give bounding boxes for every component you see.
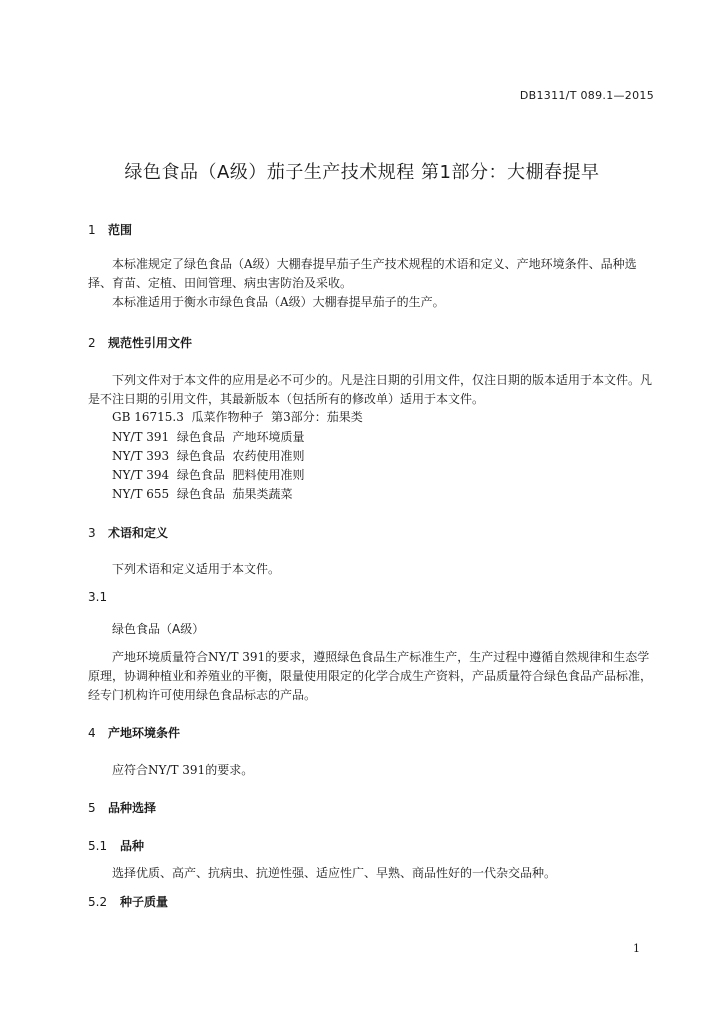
section-1-paragraph-1: 本标准规定了绿色食品（A级）大棚春提早茄子生产技术规程的术语和定义、产地环境条件、品种选择、育苗、定植、田间管理、病虫害防治及采收。 [88, 257, 637, 290]
subsection-number: 5.2 [88, 895, 108, 909]
section-2-paragraph-1: 下列文件对于本文件的应用是必不可少的。凡是注日期的引用文件，仅注日期的版本适用于本文件。凡是不注日期的引用文件，其最新版本（包括所有的修改单）适用于本文件。 [88, 373, 653, 406]
section-title: 规范性引用文件 [108, 336, 193, 350]
document-title: 绿色食品（A级）茄子生产技术规程 第1部分：大棚春提早 [124, 162, 600, 183]
subsection-5-2-heading [88, 893, 168, 910]
section-4-heading [88, 724, 180, 741]
section-number: 4 [88, 726, 96, 740]
section-3-paragraph-1: 下列术语和定义适用于本文件。 [112, 562, 281, 576]
section-1-paragraph-2: 本标准适用于衡水市绿色食品（A级）大棚春提早茄子的生产。 [112, 295, 445, 309]
subsection-5-1-paragraph: 选择优质、高产、抗病虫、抗逆性强、适应性广、早熟、商品性好的一代杂交品种。 [112, 866, 557, 880]
reference-item: NY/T 391 绿色食品 产地环境质量 [112, 430, 305, 444]
reference-item: GB 16715.3 瓜菜作物种子 第3部分：茄果类 [112, 410, 363, 424]
section-number: 2 [88, 336, 96, 350]
section-3-heading [88, 524, 168, 541]
section-2-heading [88, 334, 192, 351]
subsection-number: 5.1 [88, 839, 108, 853]
section-title: 范围 [108, 223, 133, 237]
standard-code: DB1311/T 089.1—2015 [519, 89, 654, 102]
section-number: 3 [88, 526, 96, 540]
reference-item: NY/T 655 绿色食品 茄果类蔬菜 [112, 487, 293, 501]
section-number: 1 [88, 223, 96, 237]
term-name: 绿色食品（A级） [112, 622, 205, 636]
subsection-number: 3.1 [88, 590, 108, 604]
section-4-paragraph-1: 应符合NY/T 391的要求。 [112, 763, 254, 777]
subsection-5-1-heading [88, 837, 144, 854]
reference-item: NY/T 394 绿色食品 肥料使用准则 [112, 468, 305, 482]
section-5-heading [88, 799, 156, 816]
section-title: 品种选择 [108, 801, 157, 815]
term-definition: 产地环境质量符合NY/T 391的要求，遵照绿色食品生产标准生产，生产过程中遵循自然规律和生态学原理，协调种植业和养殖业的平衡，限量使用限定的化学合成生产资料，产品质量符合绿色食品产品标准，经专门机构许可使用绿色食品标志的产品。 [88, 650, 653, 702]
page-number: 1 [633, 942, 640, 955]
section-title: 产地环境条件 [108, 726, 181, 740]
section-number: 5 [88, 801, 96, 815]
subsection-title: 种子质量 [120, 895, 169, 909]
section-1-heading [88, 221, 132, 238]
subsection-3-1-number [88, 590, 107, 604]
reference-item: NY/T 393 绿色食品 农药使用准则 [112, 449, 305, 463]
subsection-title: 品种 [120, 839, 145, 853]
section-title: 术语和定义 [108, 526, 169, 540]
